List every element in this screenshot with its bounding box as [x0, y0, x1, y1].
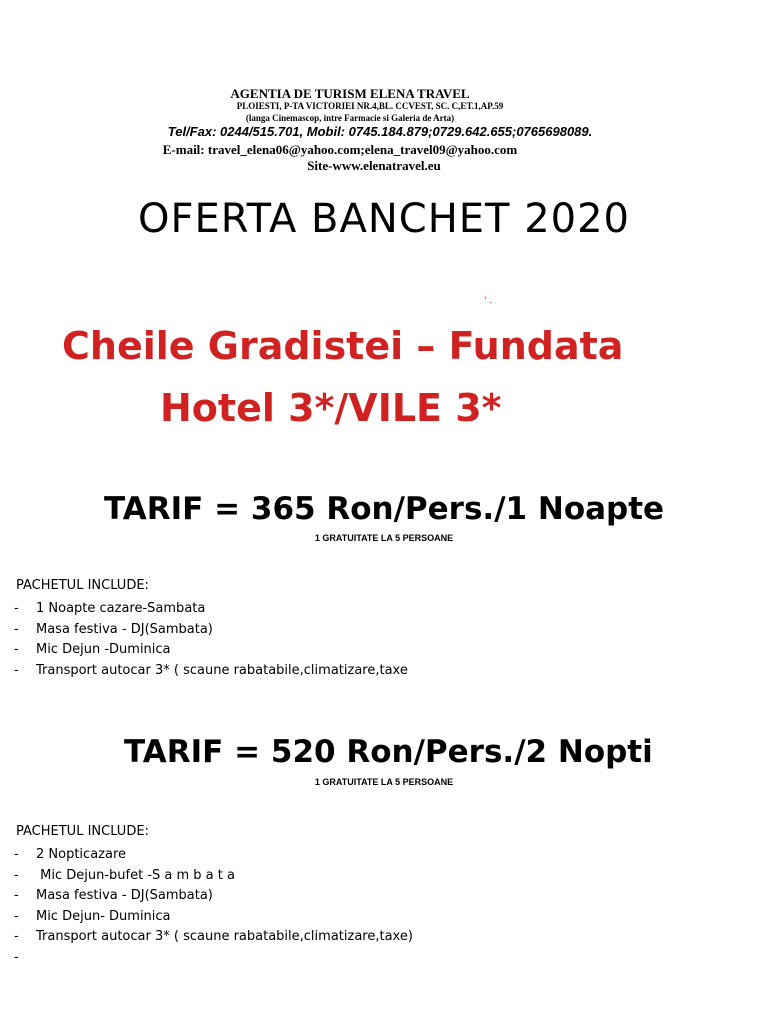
package-title-2: PACHETUL INCLUDE: — [16, 824, 149, 839]
list-item-text: Transport autocar 3* ( scaune rabatabile,climatizare,taxe) — [36, 929, 413, 944]
page-title: OFERTA BANCHET 2020 — [137, 196, 630, 242]
list-item-text: Masa festiva - DJ(Sambata) — [36, 888, 213, 903]
list-dash: - — [14, 621, 19, 637]
free-place-note-1: 1 GRATUITATE LA 5 PERSOANE — [314, 533, 454, 543]
package-title-1: PACHETUL INCLUDE: — [16, 578, 149, 593]
tariff-2-nights: TARIF = 520 Ron/Pers./2 Nopti — [124, 734, 653, 770]
stray-mark: ' . — [484, 296, 493, 306]
list-item-text: Masa festiva - DJ(Sambata) — [36, 621, 213, 637]
agency-landmark: (langa Cinemascop, intre Farmacie si Galeria de Arta) — [245, 113, 455, 123]
list-dash: - — [14, 601, 19, 616]
list-dash: - — [14, 847, 19, 862]
list-item-text: Mic Dejun- Duminica — [36, 908, 171, 924]
list-item-text: 2 Nopticazare — [36, 847, 127, 862]
list-item-text: 1 Noapte cazare-Sambata — [36, 601, 206, 616]
agency-phone: Tel/Fax: 0244/515.701, Mobil: 0745.184.879;0729.642.655;0765698089. — [167, 124, 593, 139]
tariff-1-night: TARIF = 365 Ron/Pers./1 Noapte — [104, 491, 665, 527]
list-dash: - — [14, 867, 19, 883]
agency-address: PLOIESTI, P-TA VICTORIEI NR.4,BL. CCVEST, SC. C,ET.1,AP.59 — [236, 101, 504, 111]
list-item-text: Mic Dejun -Duminica — [36, 642, 171, 657]
list-dash: - — [14, 949, 19, 965]
agency-name: AGENTIA DE TURISM ELENA TRAVEL — [230, 86, 470, 101]
free-place-note-2: 1 GRATUITATE LA 5 PERSOANE — [314, 777, 454, 787]
list-item-text: Mic Dejun-bufet -S a m b a t a — [36, 867, 235, 883]
list-dash: - — [14, 888, 19, 903]
agency-email: E-mail: travel_elena06@yahoo.com;elena_travel09@yahoo.com — [162, 142, 518, 157]
list-dash: - — [14, 662, 19, 678]
list-dash: - — [14, 908, 19, 924]
list-item-text: Transport autocar 3* ( scaune rabatabile,climatizare,taxe — [36, 662, 408, 678]
list-dash: - — [14, 642, 19, 657]
agency-site: Site-www.elenatravel.eu — [307, 158, 441, 173]
destination-heading: Cheile Gradistei – Fundata — [62, 324, 624, 368]
list-dash: - — [14, 929, 19, 944]
hotel-heading: Hotel 3*/VILE 3* — [160, 386, 502, 430]
